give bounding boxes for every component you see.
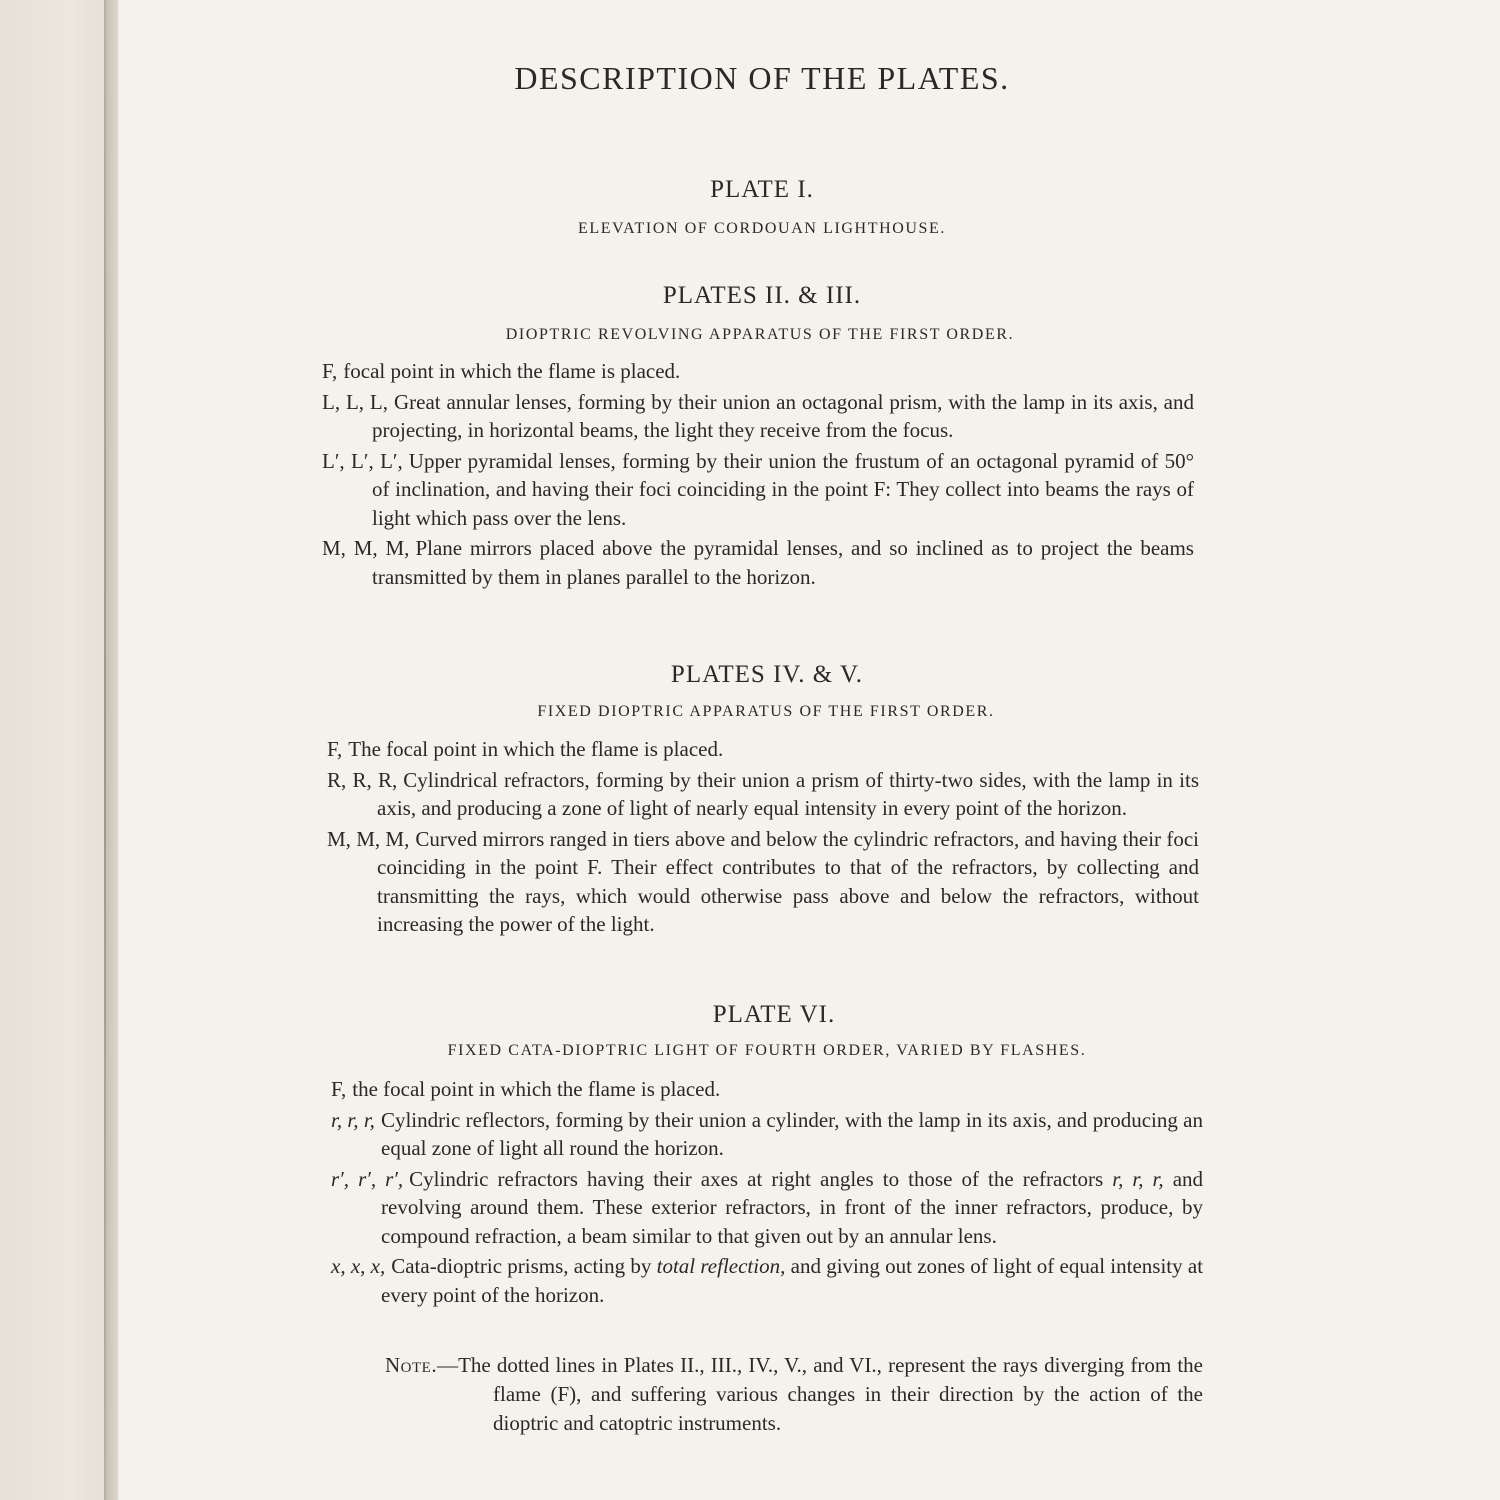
book-gutter	[0, 0, 118, 1500]
entry-label: F,	[322, 359, 338, 383]
note	[385, 1351, 1203, 1438]
entry-text: Great annular lenses, forming by their union an octagonal prism, with the lamp in its axis, and projecting, in horizontal beams, the light they receive from the focus.	[372, 389, 1194, 442]
entry-text: and giving out zones of light of equal intensity at every point of the horizon.	[381, 1254, 1204, 1307]
entry-text: focal point in which the flame is placed.	[343, 359, 681, 383]
plate-1-subtitle: ELEVATION OF CORDOUAN LIGHTHOUSE.	[577, 220, 947, 237]
entry-label: M, M, M,	[322, 536, 410, 560]
note-label: Note.	[385, 1353, 438, 1377]
fold-shadow	[106, 0, 120, 1500]
plate-4-heading: PLATES IV. & V.	[670, 661, 864, 688]
entry-label: F,	[331, 1077, 347, 1101]
entry-curved-mirrors	[327, 825, 1199, 939]
entry-text: and revolving around them. These exterior refractors, in front of the inner refractors, produce, by compound refraction, a beam similar to that given out by an annular lens.	[381, 1166, 1204, 1248]
plate-1-heading: PLATE I.	[710, 176, 814, 203]
entry-cata-dioptric-prisms	[331, 1252, 1203, 1309]
plate-6-heading: PLATE VI.	[712, 1001, 836, 1028]
entry-italic-text: total reflection,	[656, 1254, 786, 1278]
entry-label: L, L, L,	[322, 389, 388, 414]
entry-label: R, R, R,	[327, 767, 398, 792]
plate-4-entries	[327, 735, 1199, 941]
entry-text: Upper pyramidal lenses, forming by their union the frustum of an octagonal pyramid of 50° of inclination, and having their foci coinciding in the point F: They collect into beams the rays of light which pass over the lens.	[372, 448, 1195, 530]
entry-pyramidal-lenses	[322, 447, 1194, 533]
entry-text: The focal point in which the flame is placed.	[348, 737, 724, 761]
entry-cylindrical-refractors	[327, 766, 1199, 823]
entry-text: Cylindric refractors having their axes at right angles to those of the refractors	[409, 1166, 1104, 1191]
entry-focal-point	[322, 357, 1194, 386]
entry-annular-lenses	[322, 388, 1194, 445]
page-title: DESCRIPTION OF THE PLATES.	[514, 60, 1010, 96]
entry-cylindric-refractors	[331, 1165, 1203, 1251]
entry-focal-point	[331, 1075, 1203, 1104]
plate-2-subtitle: DIOPTRIC REVOLVING APPARATUS OF THE FIRST ORDER.	[505, 326, 1015, 343]
plate-4-subtitle: FIXED DIOPTRIC APPARATUS OF THE FIRST ORDER.	[537, 703, 995, 720]
entry-cylindric-reflectors	[331, 1106, 1203, 1163]
entry-text: the focal point in which the flame is placed.	[352, 1077, 721, 1101]
entry-label: M, M, M,	[327, 826, 410, 851]
entry-text: Curved mirrors ranged in tiers above and below the cylindric refractors, and having their foci coinciding in the point F. Their effect contributes to that of the refractors, by collecting and transmitting the rays, which would otherwise pass above and below the refractors, without increasing the power of the light.	[377, 826, 1199, 936]
entry-label: r, r, r,	[331, 1107, 375, 1132]
entry-label: L′, L′, L′,	[322, 448, 403, 473]
entry-text: Cata-dioptric prisms, acting by	[391, 1254, 652, 1278]
entry-text: Plane mirrors placed above the pyramidal lenses, and so inclined as to project the beams transmitted by them in planes parallel to the horizon.	[372, 536, 1194, 589]
entry-plane-mirrors	[322, 534, 1194, 591]
entry-text: Cylindric reflectors, forming by their union a cylinder, with the lamp in its axis, and producing an equal zone of light all round the horizon.	[380, 1107, 1203, 1160]
entry-focal-point	[327, 735, 1199, 764]
plate-2-heading: PLATES II. & III.	[662, 282, 862, 309]
plate-6-subtitle: FIXED CATA-DIOPTRIC LIGHT OF FOURTH ORDER, VARIED BY FLASHES.	[447, 1042, 1087, 1059]
plate-6-entries	[331, 1075, 1203, 1311]
entry-label: r′, r′, r′,	[331, 1166, 404, 1191]
entry-text: Cylindrical refractors, forming by their union a prism of thirty-two sides, with the lamp in its axis, and producing a zone of light of nearly equal intensity in every point of the horizon.	[377, 767, 1199, 820]
plate-2-entries	[322, 357, 1194, 593]
entry-italic-text: r, r, r,	[1112, 1166, 1164, 1191]
entry-label: x, x, x,	[331, 1254, 386, 1278]
entry-label: F,	[327, 737, 343, 761]
note-text: —The dotted lines in Plates II., III., IV., V., and VI., represent the rays diverging from the flame (F), and suffering various changes in their direction by the action of the dioptric and catoptric instruments.	[437, 1353, 1203, 1435]
